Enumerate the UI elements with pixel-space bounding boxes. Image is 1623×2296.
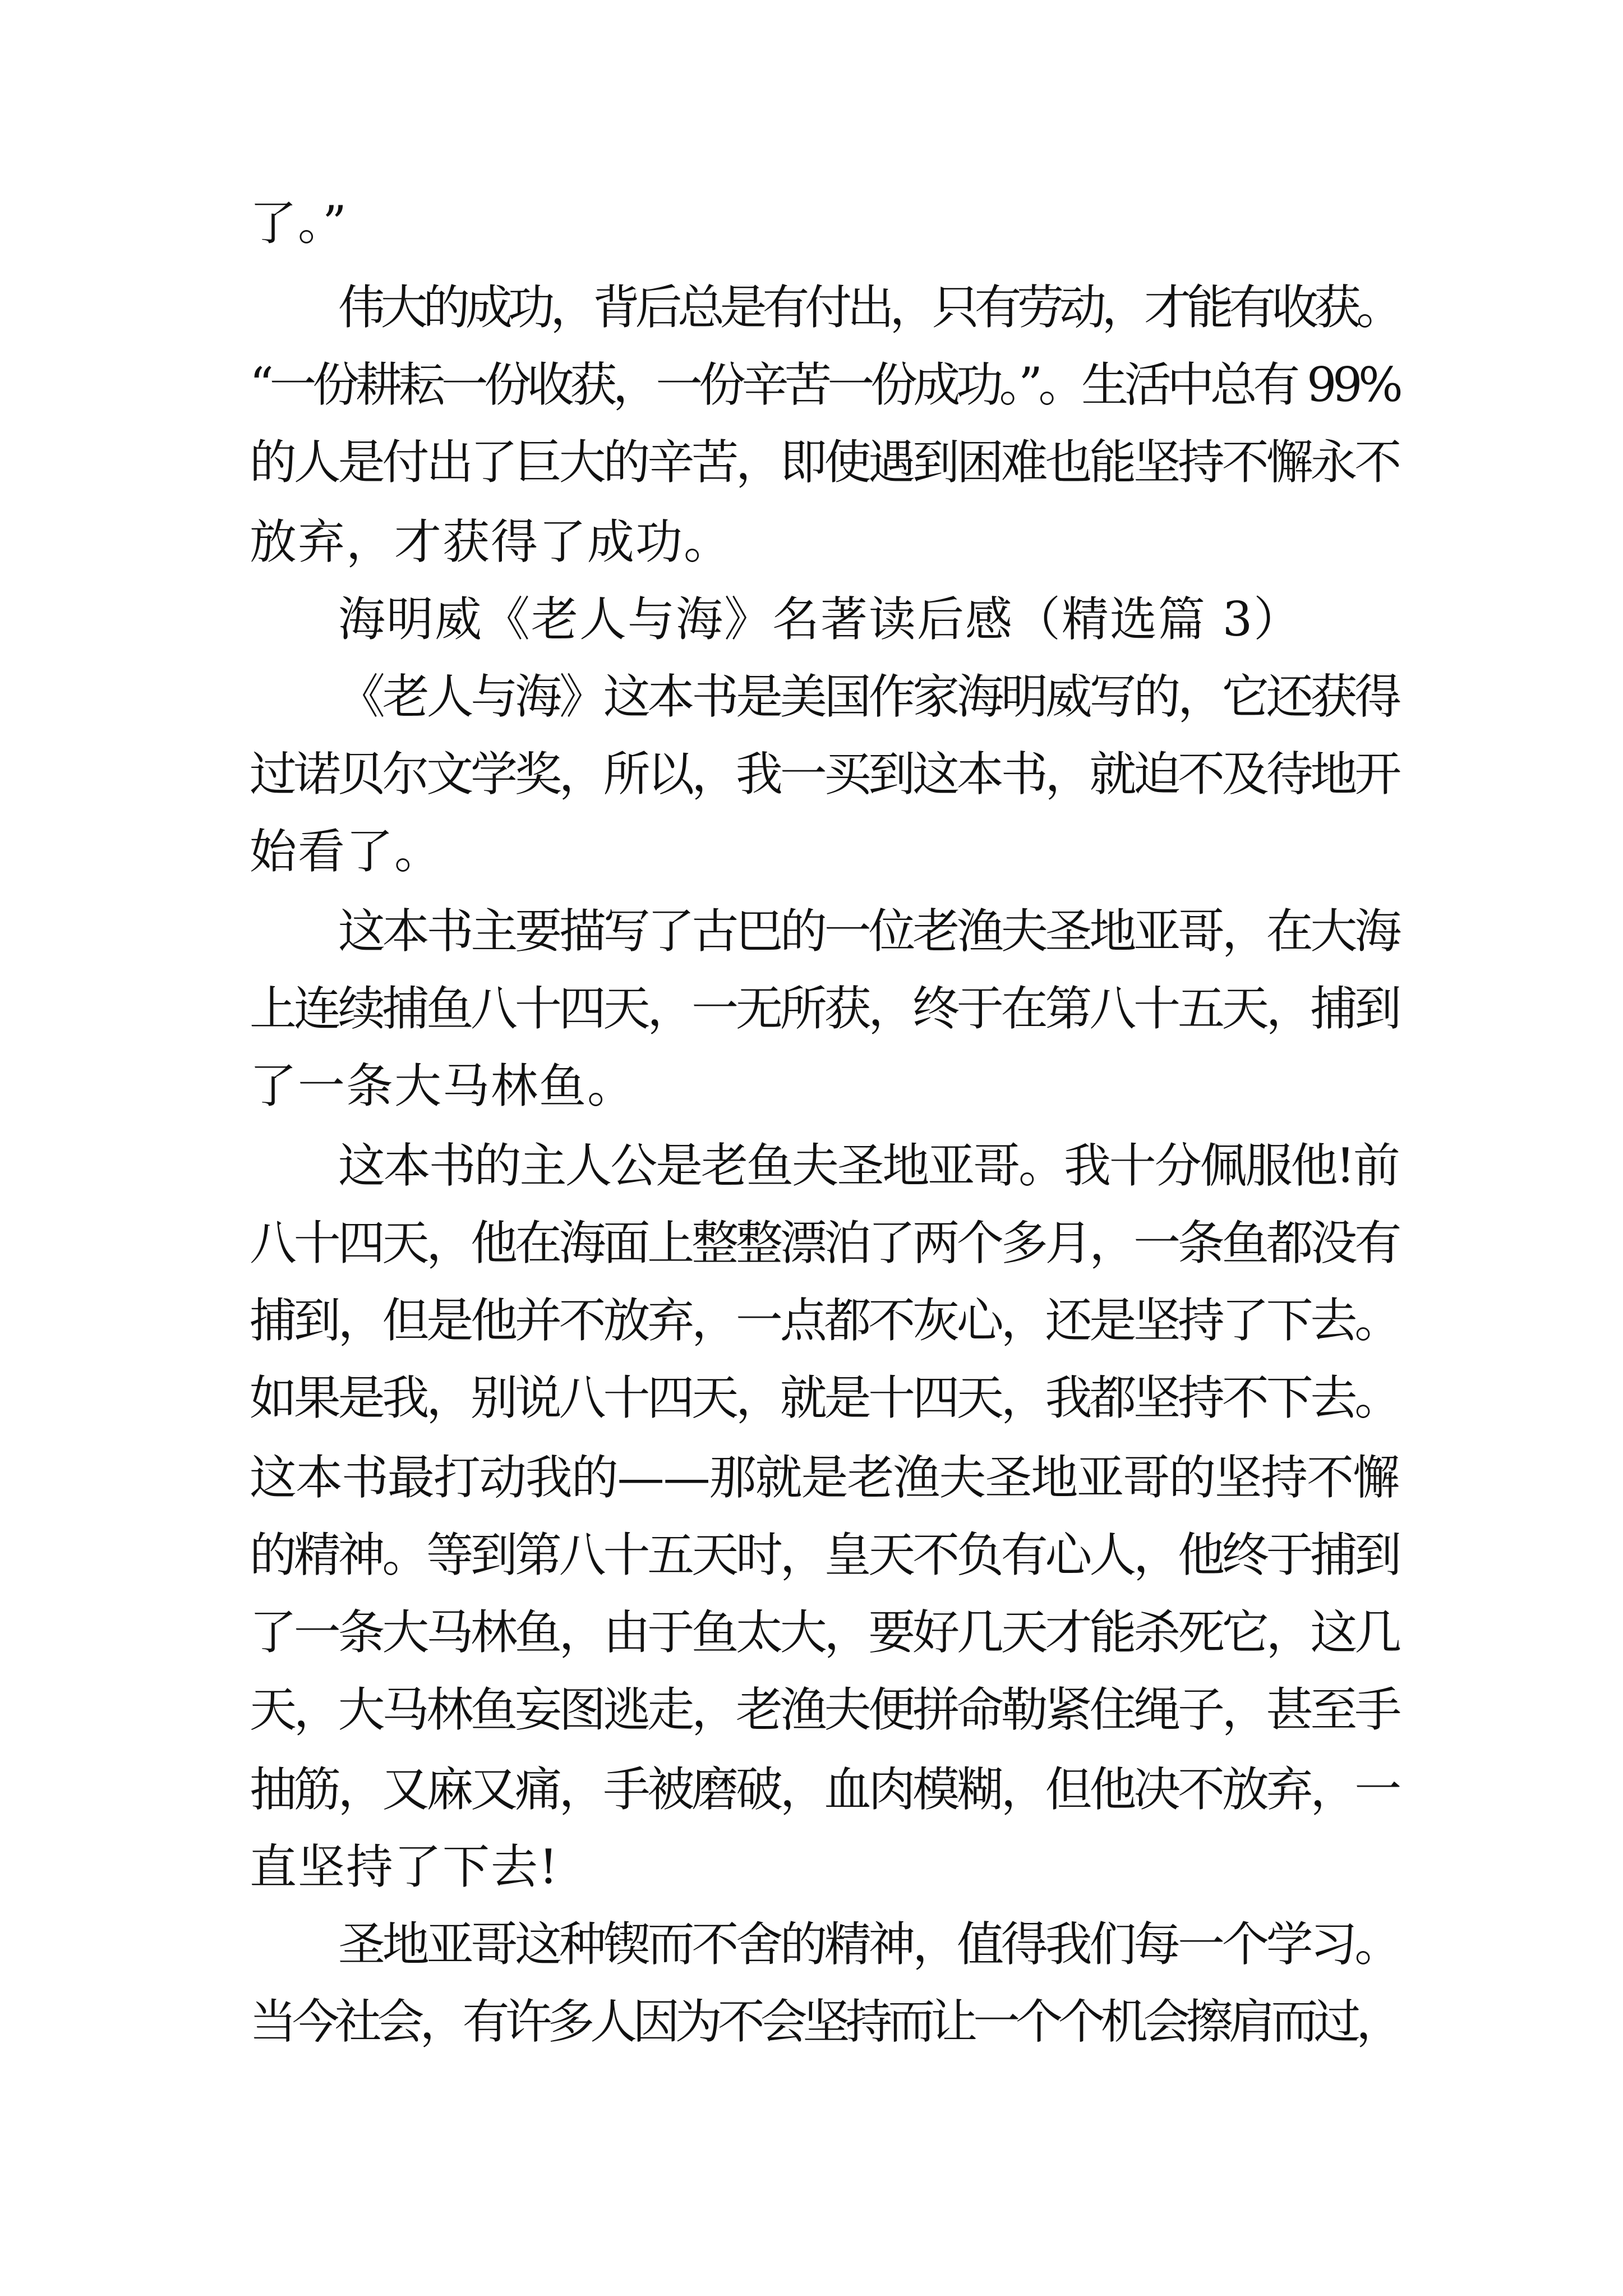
section-heading-text: 海明威《老人与海》名著读后感（精选篇 3） xyxy=(338,592,1302,647)
text-line-content: 放弃，才获得了成功。 xyxy=(250,514,732,569)
text-line-content: 天，大马林鱼妄图逃走，老渔夫便拼命勒紧住绳子，甚至手 xyxy=(250,1682,1399,1737)
text-line xyxy=(0,1209,1623,1277)
text-line xyxy=(0,1444,1623,1511)
section-heading xyxy=(0,586,1623,653)
text-line-content: 这本书主要描写了古巴的一位老渔夫圣地亚哥，在大海 xyxy=(338,904,1399,959)
text-line xyxy=(0,1521,1623,1589)
text-line xyxy=(0,1364,1623,1432)
text-line xyxy=(0,508,1623,576)
text-line-content: 始看了。 xyxy=(250,824,443,879)
text-line xyxy=(0,1756,1623,1823)
text-line-content: 伟大的成功，背后总是有付出，只有劳动，才能有收获。 xyxy=(338,280,1399,335)
text-line xyxy=(0,1676,1623,1743)
text-line-content: 的精神。等到第八十五天时，皇天不负有心人，他终于捕到 xyxy=(250,1527,1399,1582)
text-line-content: 直坚持了下去! xyxy=(250,1839,559,1894)
text-line xyxy=(0,818,1623,885)
text-line xyxy=(0,1132,1623,1199)
text-line-content: 当今社会，有许多人因为不会坚持而让一个个机会擦肩而过， xyxy=(250,1994,1399,2049)
text-line-content: 了一条大马林鱼，由于鱼太大，要好几天才能杀死它，这几 xyxy=(250,1605,1399,1660)
text-line xyxy=(0,1988,1623,2055)
text-line xyxy=(0,1287,1623,1354)
text-line-content: 圣地亚哥这种锲而不舍的精神，值得我们每一个学习。 xyxy=(338,1917,1399,1972)
text-line-content: 这本书最打动我的——那就是老渔夫圣地亚哥的坚持不懈 xyxy=(250,1450,1399,1505)
text-line-content: 了。” xyxy=(250,196,348,251)
text-line-content: 抽筋，又麻又痛，手被磨破，血肉模糊，但他决不放弃，一 xyxy=(250,1762,1399,1817)
text-line-content: 了一条大马林鱼。 xyxy=(250,1059,636,1114)
text-line-content: 上连续捕鱼八十四天，一无所获，终于在第八十五天，捕到 xyxy=(250,981,1399,1036)
text-line-content: 如果是我，别说八十四天，就是十四天，我都坚持不下去。 xyxy=(250,1370,1399,1425)
text-line xyxy=(0,351,1623,418)
text-line-content: 八十四天，他在海面上整整漂泊了两个多月，一条鱼都没有 xyxy=(250,1216,1399,1271)
text-line xyxy=(0,898,1623,965)
text-line xyxy=(0,274,1623,341)
text-line-content: “一份耕耘一份收获，一份辛苦一份成功。”。生活中总有 99% xyxy=(250,357,1399,412)
text-line xyxy=(0,663,1623,730)
text-line xyxy=(0,1833,1623,1901)
text-line-content: 这本书的主人公是老鱼夫圣地亚哥。我十分佩服他!前 xyxy=(338,1138,1399,1193)
text-line xyxy=(0,1911,1623,1978)
text-line-content: 捕到，但是他并不放弃，一点都不灰心，还是坚持了下去。 xyxy=(250,1293,1399,1348)
text-line xyxy=(0,740,1623,808)
text-line-content: 的人是付出了巨大的辛苦，即使遇到困难也能坚持不懈永不 xyxy=(250,435,1399,490)
text-line xyxy=(0,190,1623,257)
text-line-content: 《老人与海》这本书是美国作家海明威写的，它还获得 xyxy=(338,669,1399,724)
text-line-content: 过诺贝尔文学奖，所以，我一买到这本书，就迫不及待地开 xyxy=(250,747,1399,802)
text-line xyxy=(0,1599,1623,1666)
text-line xyxy=(0,429,1623,496)
text-line xyxy=(0,975,1623,1042)
text-line xyxy=(0,1052,1623,1120)
